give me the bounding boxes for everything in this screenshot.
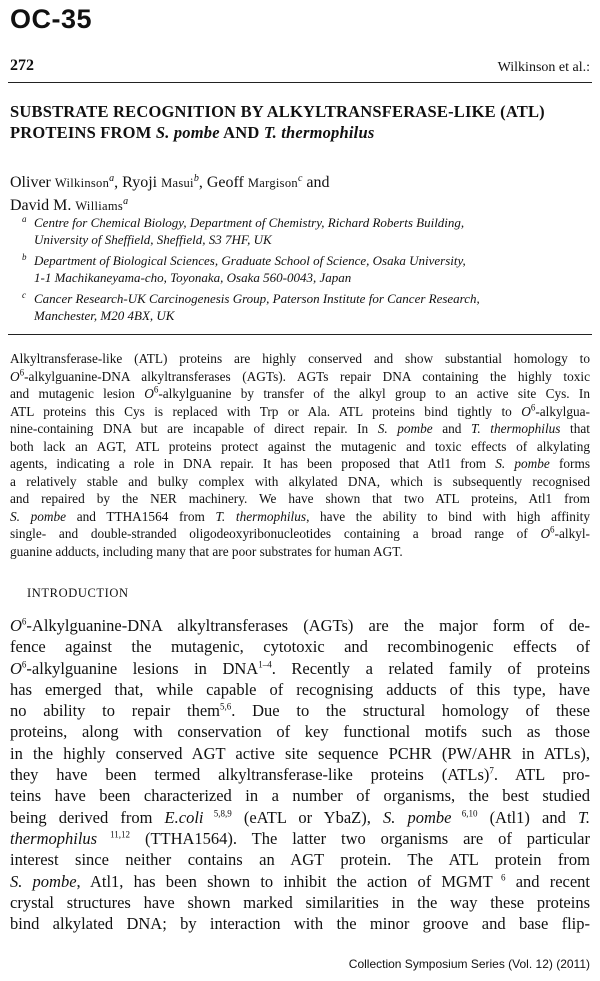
intro-line	[10, 807, 590, 828]
title-text: AND	[219, 123, 264, 142]
abstract	[10, 350, 590, 560]
affiliation-text: Manchester, M20 4BX, UK	[34, 308, 175, 323]
affiliation-letter: c	[22, 290, 26, 300]
abstract-line	[10, 368, 590, 386]
session-code: OC-35	[10, 4, 93, 34]
intro-line: proteins, along with conservation of key functional motifs such as those	[10, 722, 590, 742]
chem-o: O	[144, 386, 154, 401]
author-affiliation-mark: c	[297, 173, 303, 184]
introduction-body	[10, 615, 590, 934]
affiliation-text: Department of Biological Sciences, Graduate School of Science, Osaka University,	[34, 253, 466, 268]
affiliation-a	[22, 214, 592, 248]
abstract-text: agents, indicating a role in DNA repair. It has been proposed that Atl1 from	[10, 456, 496, 471]
author-affiliation-mark: a	[123, 196, 129, 207]
intro-text: no ability to repair them	[10, 701, 220, 721]
chem-o: O	[10, 368, 20, 384]
title-line-1: SUBSTRATE RECOGNITION BY ALKYLTRANSFERASE-LIKE (ATL)	[10, 102, 545, 121]
abstract-text: forms	[549, 456, 590, 471]
abstract-text: -alkylguanine-DNA alkyltransferases (AGTs). AGTs repair DNA containing the highly toxic	[24, 368, 590, 384]
species-name: S. pombe	[10, 871, 77, 891]
author-affiliation-mark: a	[109, 173, 115, 184]
author-first: , Geoff	[198, 174, 248, 191]
title-text: PROTEINS FROM	[10, 123, 156, 142]
abstract-line	[10, 385, 590, 403]
intro-text: (TTHA1564). The latter two organisms are of particular	[130, 828, 591, 848]
introduction-heading: INTRODUCTION	[27, 586, 129, 600]
intro-text: being derived from	[10, 807, 165, 827]
abstract-text: -alkyl-	[554, 526, 590, 541]
intro-text: . ATL pro-	[493, 765, 590, 785]
intro-text: . Due to the structural homology of these	[231, 701, 590, 721]
abstract-line: both lack an AGT, ATL proteins protect against the mutagenic and toxic effects of alkylating	[10, 438, 590, 454]
abstract-line: guanine adducts, including many that are poor substrates for human AGT.	[10, 543, 403, 559]
affiliation-text: Centre for Chemical Biology, Department of Chemistry, Richard Roberts Building,	[34, 215, 465, 230]
header-rule	[8, 82, 592, 83]
intro-line	[10, 700, 590, 721]
abstract-text: -alkylguanine by transfer of the alkyl group to an active site Cys. In	[158, 386, 590, 401]
author-line-1	[10, 172, 590, 195]
running-head: Wilkinson et al.:	[497, 60, 590, 75]
affiliation-text: 1-1 Machikaneyama-cho, Toyonaka, Osaka 560-0043, Japan	[34, 270, 352, 285]
intro-line	[10, 658, 590, 679]
intro-line	[10, 764, 590, 785]
author-conjunction: and	[302, 174, 330, 191]
abstract-text: single- and double-stranded oligodeoxyribonucleotides containing a broad range of	[10, 526, 541, 541]
abstract-line: Alkyltransferase-like (ATL) proteins are highly conserved and show substantial homology to	[10, 351, 590, 366]
intro-line	[10, 871, 590, 892]
affiliation-letter: a	[22, 214, 27, 224]
author-surname: Williams	[75, 199, 124, 213]
species-name: S. pombe	[495, 456, 550, 471]
affiliation-list	[22, 214, 592, 328]
species-name: T. thermophilus	[471, 421, 561, 436]
species-name: S. pombe	[10, 508, 67, 524]
superscript: 6	[153, 384, 159, 395]
citation: 6	[492, 872, 506, 883]
abstract-text: and mutagenic lesion	[10, 386, 145, 401]
abstract-line	[10, 455, 590, 473]
affiliation-b	[22, 252, 592, 286]
article-title	[10, 101, 590, 143]
citation: 6,10	[451, 808, 478, 819]
intro-line	[10, 828, 590, 849]
intro-text: (Atl1) and	[477, 807, 578, 827]
intro-text: , Atl1, has been shown to inhibit the action of MGMT	[76, 871, 493, 891]
superscript: 6	[21, 616, 27, 627]
affiliation-text: University of Sheffield, Sheffield, S3 7HF, UK	[34, 232, 272, 247]
chem-o: O	[10, 658, 22, 678]
abstract-text: -alkylgua-	[535, 403, 590, 419]
intro-text: -alkylguanine lesions in DNA	[26, 658, 259, 678]
author-first: , Ryoji	[114, 174, 162, 191]
intro-text: -Alkylguanine-DNA alkyltransferases (AGTs) are the major form of de-	[26, 616, 590, 635]
intro-line: interest since neither contains an AGT protein. The ATL protein from	[10, 850, 590, 870]
abstract-line	[10, 403, 590, 421]
abstract-line: a relatively stable and bulky complex with alkylated DNA, which is subsequently recognised	[10, 473, 590, 489]
affiliation-text: Cancer Research-UK Carcinogenesis Group, Paterson Institute for Cancer Research,	[34, 291, 480, 306]
superscript: 6	[21, 659, 27, 670]
species-name: T. thermophilus	[215, 508, 307, 524]
abstract-text: and	[432, 421, 472, 436]
intro-line: teins have been characterized in a number of organisms, the best studied	[10, 786, 590, 806]
abstract-line	[10, 525, 590, 543]
species-name: S. pombe	[377, 421, 433, 436]
author-affiliation-mark: b	[193, 173, 199, 184]
chem-o: O	[521, 403, 531, 419]
species-name: T.	[577, 807, 591, 827]
author-list	[10, 172, 590, 218]
intro-line: crystal structures have shown marked similarities in the way these proteins	[10, 892, 590, 912]
species-name: E.coli	[164, 807, 204, 827]
citation: 5,8,9	[203, 808, 232, 819]
intro-text: (eATL or YbaZ),	[231, 807, 383, 827]
author-surname: Margison	[247, 176, 298, 190]
title-species: T. thermophilus	[263, 123, 375, 142]
author-surname: Masui	[161, 176, 194, 190]
intro-line: bind alkylated DNA; by interaction with the minor groove and base flip-	[10, 914, 590, 934]
superscript: 6	[530, 402, 536, 413]
intro-text: and recent	[505, 871, 590, 891]
intro-line: fence against the mutagenic, cytotoxic and recombinogenic effects of	[10, 637, 590, 657]
species-name: thermophilus	[10, 828, 98, 848]
page-number: 272	[10, 57, 34, 74]
title-line-2	[10, 122, 590, 143]
affiliation-letter: b	[22, 252, 27, 262]
abstract-line: and repaired by the NER machinery. We have shown that two ATL proteins, Atl1 from	[10, 491, 590, 506]
citation: 1–4	[258, 659, 272, 670]
abstract-line	[10, 508, 590, 526]
affiliation-c	[22, 290, 592, 324]
author-first: Oliver	[10, 174, 55, 191]
author-surname: Wilkinson	[54, 176, 110, 190]
abstract-text: , have the ability to bind with high affinity	[306, 508, 590, 524]
title-species: S. pombe	[155, 123, 220, 142]
author-first: David M.	[10, 197, 76, 214]
series-footer: Collection Symposium Series (Vol. 12) (2011)	[348, 957, 590, 971]
abstract-text: ATL proteins this Cys is replaced with Trp or Ala. ATL proteins bind tightly to	[10, 403, 522, 419]
citation: 5,6	[219, 701, 232, 712]
abstract-text: nine-containing DNA but are incapable of direct repair. In	[10, 421, 378, 436]
citation: 7	[489, 765, 494, 776]
intro-line: has emerged that, while capable of recognising adducts of this type, have	[10, 679, 590, 699]
abstract-text: and TTHA1564 from	[66, 508, 216, 524]
abstract-rule	[8, 334, 592, 335]
superscript: 6	[19, 367, 25, 378]
intro-line	[10, 615, 590, 636]
chem-o: O	[10, 616, 22, 635]
superscript: 6	[550, 524, 555, 535]
intro-text: . Recently a related family of proteins	[271, 658, 590, 678]
abstract-text: that	[560, 421, 590, 436]
abstract-line	[10, 420, 590, 438]
species-name: S. pombe	[382, 807, 452, 827]
intro-line: in the highly conserved AGT active site sequence PCHR (PW/AHR in ATLs),	[10, 743, 590, 763]
citation: 11,12	[97, 829, 131, 840]
chem-o: O	[540, 526, 551, 541]
intro-text: they have been termed alkyltransferase-like proteins (ATLs)	[10, 765, 490, 785]
